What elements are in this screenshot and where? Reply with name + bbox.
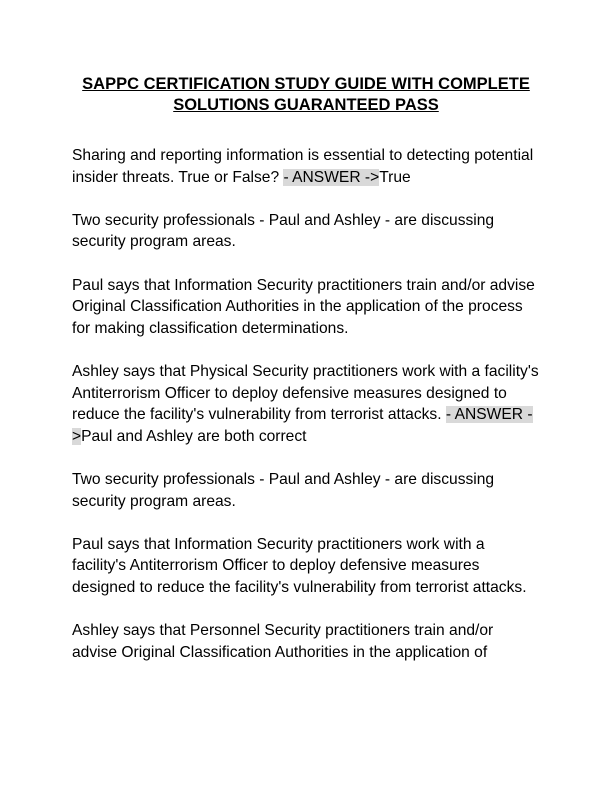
question-2-intro: Two security professionals - Paul and Ashley - are discussing security program areas. [72, 211, 495, 251]
question-2-ashley-statement [72, 361, 542, 447]
answer-marker: - ANSWER -> [283, 168, 380, 186]
question-1 [72, 145, 542, 188]
document-title: SAPPC CERTIFICATION STUDY GUIDE WITH COMPLETE SOLUTIONS GUARANTEED PASS [82, 75, 530, 114]
question-3-ashley-statement: Ashley says that Personnel Security practitioners train and/or advise Original Classification Authorities in the application of [72, 622, 494, 661]
question-3-paul-statement: Paul says that Information Security practitioners work with a facility's Antiterrorism Officer to deploy defensive measures designed to reduce the facility's vulnerability from terrorist attacks. [72, 535, 527, 596]
answer-2-text: Paul and Ashley are both correct [81, 427, 307, 445]
question-3-intro: Two security professionals - Paul and Ashley - are discussing security program areas. [72, 470, 495, 510]
question-2-ashley-text: Ashley says that Physical Security practitioners work with a facility's Antiterrorism Officer to deploy defensive measures designed to reduce the facility's vulnerability from terrorist attacks. [72, 362, 539, 424]
document-body [72, 145, 542, 685]
question-2-paul-statement: Paul says that Information Security practitioners train and/or advise Original Classification Authorities in the application of the process for making classification determinations. [72, 276, 535, 337]
question-1-text: Sharing and reporting information is essential to detecting potential insider threats. True or False? [72, 147, 534, 186]
answer-1-text: True [379, 168, 411, 186]
answer-marker: - ANSWER -> [72, 406, 533, 445]
